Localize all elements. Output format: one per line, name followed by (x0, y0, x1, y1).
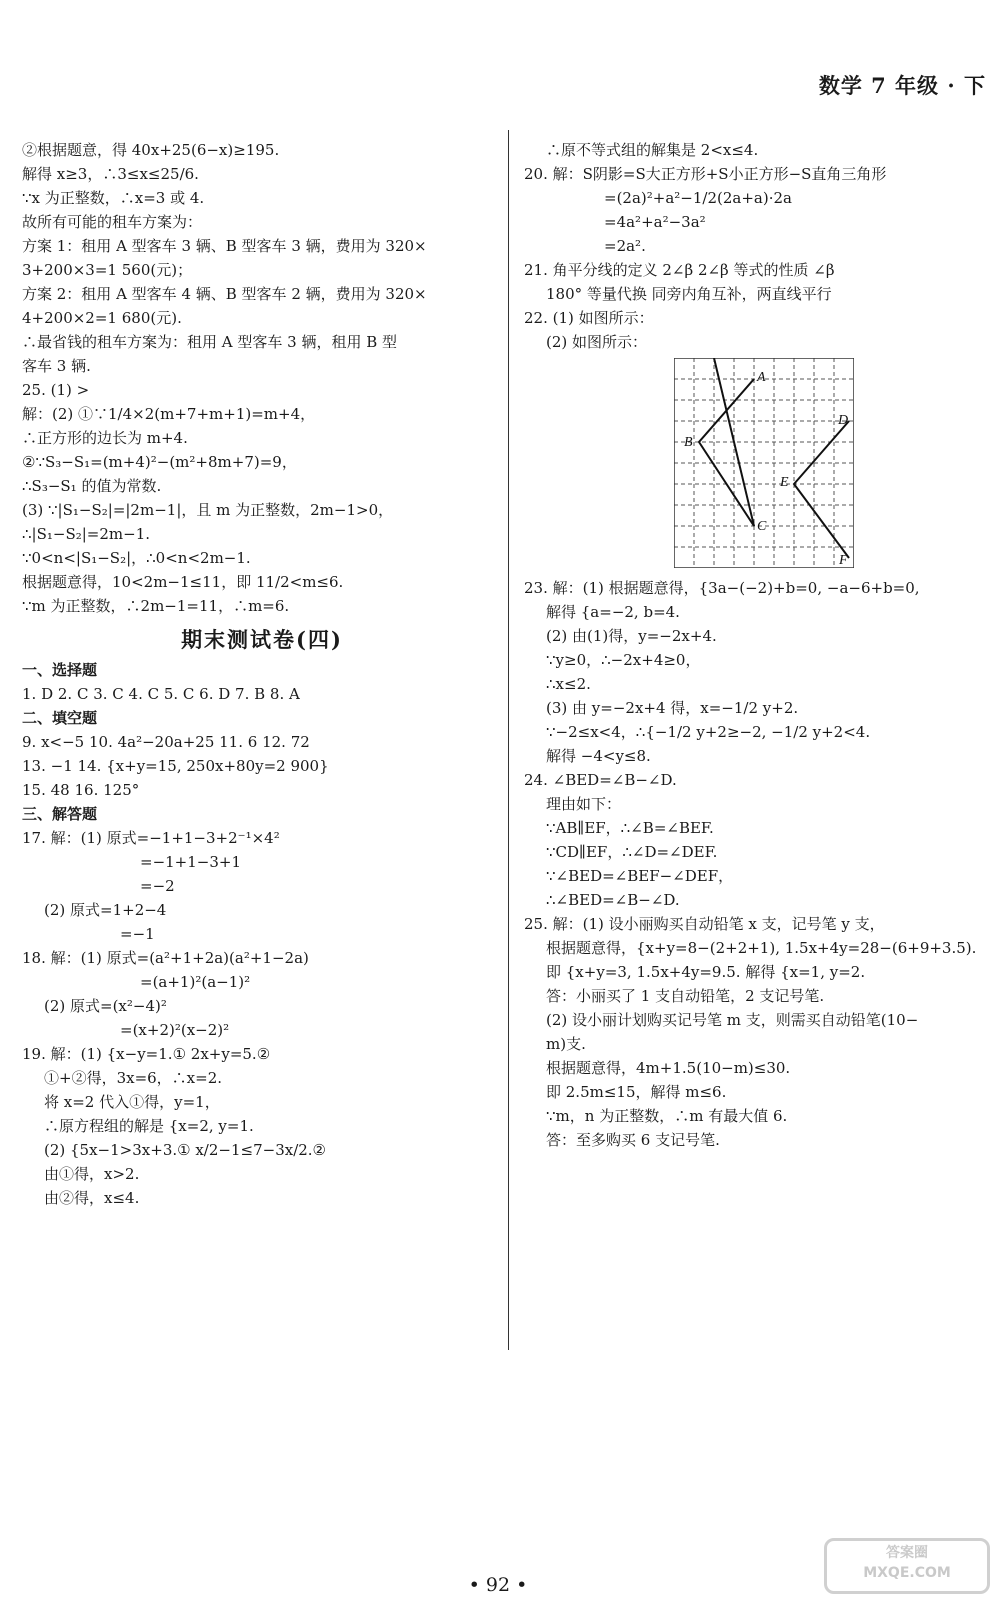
text-line: (2) 如图所示： (546, 333, 648, 351)
text-line: (3) 由 y=−2x+4 得，x=−1/2 y+2. (546, 699, 799, 717)
text-line: 9. x<−5 10. 4a²−20a+25 11. 6 12. 72 (22, 733, 310, 751)
right-lines-a (524, 138, 984, 354)
text-line: ②∵S₃−S₁=(m+4)²−(m²+8m+7)=9， (22, 453, 297, 471)
text-line: 根据题意得，{x+y=8−(2+2+1), 1.5x+4y=28−(6+9+3.5). (546, 939, 977, 957)
text-line: 由①得，x>2. (44, 1165, 140, 1183)
grid-border (674, 358, 854, 568)
right-column (524, 138, 984, 1152)
text-line: =−1 (120, 925, 155, 943)
text-line: 一、选择题 (22, 661, 98, 679)
grid-lines (674, 358, 854, 568)
label-d: D (838, 413, 849, 428)
text-line: 答：至多购买 6 支记号笔. (546, 1131, 720, 1149)
text-line: ∵x 为正整数，∴x=3 或 4. (22, 189, 205, 207)
text-line: 根据题意得，4m+1.5(10−m)≤30. (546, 1059, 791, 1077)
label-e: E (780, 475, 789, 490)
text-line: (2) {5x−1>3x+3.① x/2−1≤7−3x/2.② (44, 1141, 327, 1159)
grid-figure (674, 358, 854, 568)
text-line: =2a². (604, 237, 646, 255)
text-line: 20. 解：S阴影=S大正方形+S小正方形−S直角三角形 (524, 165, 887, 183)
text-line: 23. 解：(1) 根据题意得，{3a−(−2)+b=0, −a−6+b=0, (524, 579, 920, 597)
text-line: ∴x≤2. (546, 675, 591, 693)
text-line: =4a²+a²−3a² (604, 213, 706, 231)
label-f: F (839, 553, 848, 568)
text-line: ②根据题意，得 40x+25(6−x)≥195. (22, 141, 280, 159)
text-line: 理由如下： (546, 795, 622, 813)
label-c: C (757, 519, 767, 534)
text-line: ∴∠BED=∠B−∠D. (546, 891, 680, 909)
left-lines (22, 138, 502, 618)
text-line: 24. ∠BED=∠B−∠D. (524, 771, 677, 789)
text-line: =(a+1)²(a−1)² (140, 973, 251, 991)
text-line: =(2a)²+a²−1/2(2a+a)·2a (604, 189, 792, 207)
text-line: (2) 原式=(x²−4)² (44, 997, 167, 1015)
text-line: 将 x=2 代入①得，y=1， (44, 1093, 220, 1111)
text-line: =(x+2)²(x−2)² (120, 1021, 230, 1039)
text-line: 1. D 2. C 3. C 4. C 5. C 6. D 7. B 8. A (22, 685, 300, 703)
text-line: ∴原不等式组的解集是 2<x≤4. (546, 141, 759, 159)
text-line: 解得 −4<y≤8. (546, 747, 651, 765)
text-line: 25. 解：(1) 设小丽购买自动铅笔 x 支，记号笔 y 支， (524, 915, 885, 933)
text-line: 解得 x≥3，∴3≤x≤25/6. (22, 165, 199, 183)
text-line: ∵∠BED=∠BEF−∠DEF， (546, 867, 734, 885)
column-divider (508, 130, 509, 1350)
label-b: B (684, 435, 693, 450)
text-line: 由②得，x≤4. (44, 1189, 140, 1207)
text-line: =−2 (140, 877, 175, 895)
text-line: 解：(2) ①∵1/4×2(m+7+m+1)=m+4， (22, 405, 316, 423)
text-line: 客车 3 辆. (22, 357, 91, 375)
angle-abc (699, 379, 754, 526)
text-line: 答：小丽买了 1 支自动铅笔，2 支记号笔. (546, 987, 825, 1005)
text-line: ∴S₃−S₁ 的值为常数. (22, 477, 162, 495)
text-line: 19. 解：(1) {x−y=1.① 2x+y=5.② (22, 1045, 271, 1063)
text-line: 15. 48 16. 125° (22, 781, 140, 799)
text-line: ∵y≥0，∴−2x+4≥0， (546, 651, 701, 669)
exam-answers (22, 658, 502, 1210)
text-line: (2) 原式=1+2−4 (44, 901, 167, 919)
text-line: ∴正方形的边长为 m+4. (22, 429, 188, 447)
text-line: ∵m 为正整数，∴2m−1=11，∴m=6. (22, 597, 290, 615)
text-line: ∵0<n<|S₁−S₂|，∴0<n<2m−1. (22, 549, 251, 567)
text-line: ∴原方程组的解是 {x=2, y=1. (44, 1117, 254, 1135)
text-line: m)支. (546, 1035, 586, 1053)
text-line: 方案 2：租用 A 型客车 4 辆、B 型客车 2 辆，费用为 320× (22, 285, 427, 303)
text-line: 4+200×2=1 680(元). (22, 309, 182, 327)
text-line: 18. 解：(1) 原式=(a²+1+2a)(a²+1−2a) (22, 949, 309, 967)
text-line: ∴最省钱的租车方案为：租用 A 型客车 3 辆，租用 B 型 (22, 333, 398, 351)
page-number: • 92 • (468, 1574, 528, 1596)
watermark-text: 答案圈 (886, 1545, 928, 1561)
text-line: 21. 角平分线的定义 2∠β 2∠β 等式的性质 ∠β (524, 261, 835, 279)
section-title: 期末测试卷(四) (181, 627, 343, 652)
text-line: 二、填空题 (22, 709, 98, 727)
text-line: 即 {x+y=3, 1.5x+4y=9.5. 解得 {x=1, y=2. (546, 963, 866, 981)
text-line: 三、解答题 (22, 805, 98, 823)
page-header-title: 数学 7 年级 · 下 (818, 73, 986, 98)
left-column (22, 138, 502, 1210)
text-line: 故所有可能的租车方案为： (22, 213, 203, 231)
watermark-logo (824, 1538, 990, 1594)
text-line: (2) 由(1)得，y=−2x+4. (546, 627, 717, 645)
grid-figure-svg (674, 358, 854, 568)
text-line: ∵CD∥EF，∴∠D=∠DEF. (546, 843, 718, 861)
text-line: ∴|S₁−S₂|=2m−1. (22, 525, 151, 543)
text-line: 22. (1) 如图所示： (524, 309, 654, 327)
text-line: 17. 解：(1) 原式=−1+1−3+2⁻¹×4² (22, 829, 280, 847)
text-line: 3+200×3=1 560(元)； (22, 261, 193, 279)
text-line: 根据题意得，10<2m−1≤11，即 11/2<m≤6. (22, 573, 344, 591)
text-line: =−1+1−3+1 (140, 853, 242, 871)
text-line: 即 2.5m≤15，解得 m≤6. (546, 1083, 727, 1101)
label-a: A (757, 370, 766, 385)
watermark-url: MXQE.COM (863, 1565, 951, 1581)
text-line: 方案 1：租用 A 型客车 3 辆、B 型客车 3 辆，费用为 320× (22, 237, 427, 255)
text-line: 180° 等量代换 同旁内角互补，两直线平行 (546, 285, 832, 303)
text-line: 25. (1) > (22, 381, 90, 399)
text-line: 13. −1 14. {x+y=15, 250x+80y=2 900} (22, 757, 329, 775)
right-lines-b (524, 576, 984, 1152)
text-line: 解得 {a=−2, b=4. (546, 603, 680, 621)
text-line: ∵AB∥EF，∴∠B=∠BEF. (546, 819, 714, 837)
text-line: (3) ∵|S₁−S₂|=|2m−1|，且 m 为正整数，2m−1>0， (22, 501, 394, 519)
text-line: (2) 设小丽计划购买记号笔 m 支，则需买自动铅笔(10− (546, 1011, 919, 1029)
text-line: ∵m，n 为正整数，∴m 有最大值 6. (546, 1107, 788, 1125)
text-line: ∵−2≤x<4，∴{−1/2 y+2≥−2, −1/2 y+2<4. (546, 723, 871, 741)
text-line: ①+②得，3x=6，∴x=2. (44, 1069, 223, 1087)
